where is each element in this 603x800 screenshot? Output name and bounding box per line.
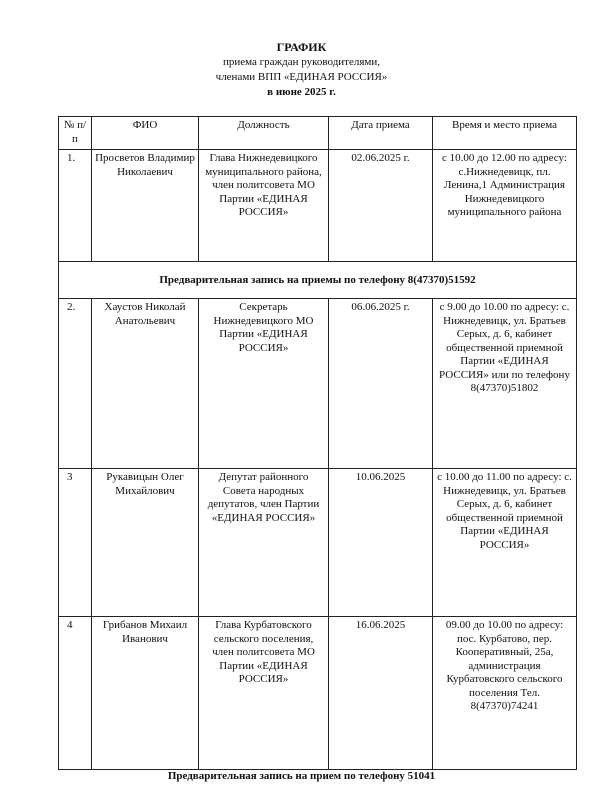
schedule-table <box>58 116 577 770</box>
table-row <box>59 469 577 617</box>
row-date: 02.06.2025 г. <box>329 150 433 262</box>
row-position: Секретарь Нижнедевицкого МО Партии «ЕДИНАЯ РОССИЯ» <box>199 299 329 469</box>
row-position: Глава Нижнедевицкого муниципального района, член политсовета МО Партии «ЕДИНАЯ РОССИЯ» <box>199 150 329 262</box>
bottom-appointment-note: Предварительная запись на прием по телефону 51041 <box>167 770 436 782</box>
column-header-position: Должность <box>199 117 329 150</box>
row-name: Рукавицын Олег Михайлович <box>92 469 199 617</box>
table-header-row <box>59 117 577 150</box>
row-number: 3 <box>59 469 92 617</box>
row-time-place: с 10.00 до 11.00 по адресу: с. Нижнедевицк, ул. Братьев Серых, д. 6, кабинет общественной приемной Партии «ЕДИНАЯ РОССИЯ» <box>433 469 577 617</box>
row-name: Просветов Владимир Николаевич <box>92 150 199 262</box>
row-time-place: 09.00 до 10.00 по адресу: пос. Курбатово, пер. Кооперативный, 25а, администрация Курбатовского сельского поселения Тел. 8(47370)74241 <box>433 617 577 770</box>
column-header-time-place: Время и место приема <box>433 117 577 150</box>
row-position: Депутат районного Совета народных депутатов, член Партии «ЕДИНАЯ РОССИЯ» <box>199 469 329 617</box>
subtitle-line-1: приема граждан руководителями, <box>222 56 381 68</box>
row-date: 06.06.2025 г. <box>329 299 433 469</box>
table-row <box>59 617 577 770</box>
row-date: 16.06.2025 <box>329 617 433 770</box>
row-name: Грибанов Михаил Иванович <box>92 617 199 770</box>
subtitle-line-2: членами ВПП «ЕДИНАЯ РОССИЯ» <box>215 71 388 83</box>
document-title: ГРАФИК <box>276 40 327 54</box>
table-row <box>59 150 577 262</box>
row-number: 2. <box>59 299 92 469</box>
row-number: 4 <box>59 617 92 770</box>
column-header-name: ФИО <box>92 117 199 150</box>
row-number: 1. <box>59 150 92 262</box>
table-row <box>59 299 577 469</box>
column-header-date: Дата приема <box>329 117 433 150</box>
row-name: Хаустов Николай Анатольевич <box>92 299 199 469</box>
subtitle-period: в июне 2025 г. <box>267 86 336 98</box>
note-row <box>59 262 577 299</box>
row-position: Глава Курбатовского сельского поселения, член политсовета МО Партии «ЕДИНАЯ РОССИЯ» <box>199 617 329 770</box>
row-time-place: с 9.00 до 10.00 по адресу: с. Нижнедевицк, ул. Братьев Серых, д. 6, кабинет общественной приемной Партии «ЕДИНАЯ РОССИЯ» или по телефону 8(47370)51802 <box>433 299 577 469</box>
row-date: 10.06.2025 <box>329 469 433 617</box>
column-header-number: № п/п <box>59 117 92 150</box>
appointment-note: Предварительная запись на приемы по телефону 8(47370)51592 <box>59 262 577 299</box>
row-time-place: с 10.00 до 12.00 по адресу: с.Нижнедевицк, пл. Ленина,1 Администрация Нижнедевицкого муниципального района <box>433 150 577 262</box>
